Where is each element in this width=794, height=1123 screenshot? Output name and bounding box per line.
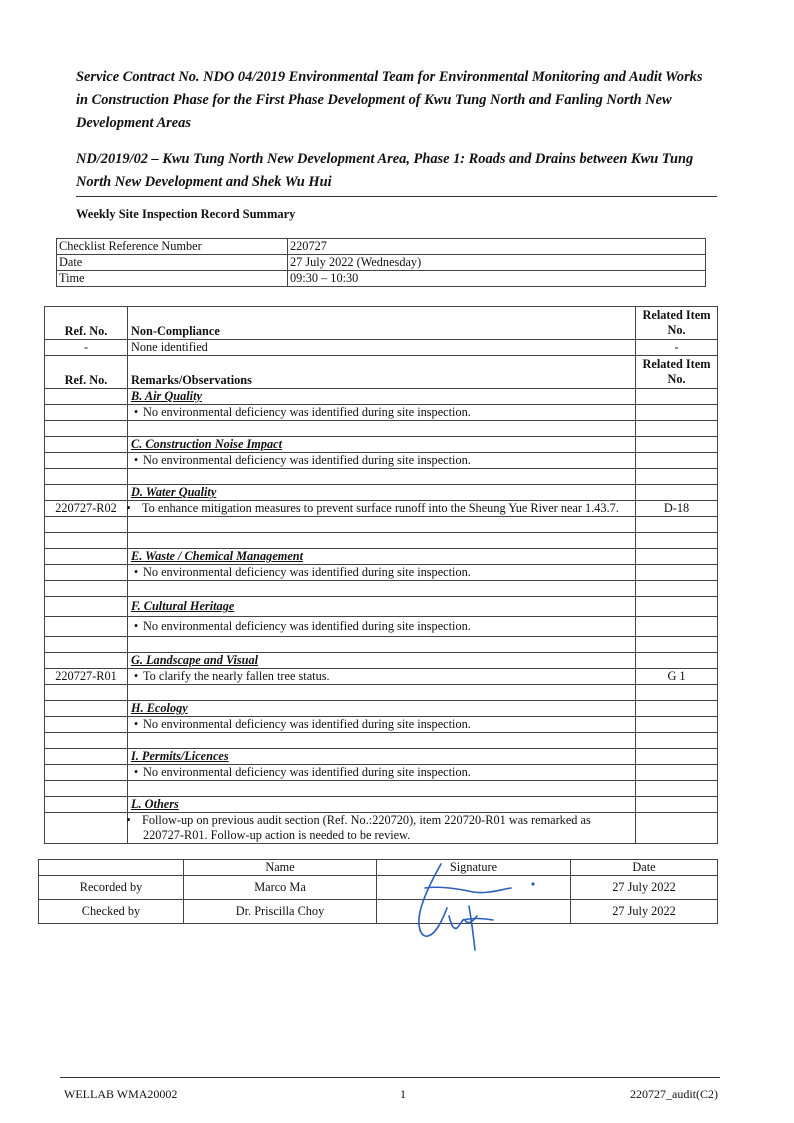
table-row <box>39 876 718 900</box>
table-row <box>45 565 718 581</box>
table-row <box>57 271 706 287</box>
section-landscape: G. Landscape and Visual <box>128 653 636 669</box>
footer-right: 220727_audit(C2) <box>630 1087 718 1101</box>
remarks-item-header: Related Item No. <box>636 356 718 389</box>
landscape-remark: • To clarify the nearly fallen tree status. <box>128 669 636 685</box>
remark-text: • No environmental deficiency was identified during site inspection. <box>128 617 636 637</box>
others-remark: • Follow-up on previous audit section (Ref. No.:220720), item 220720-R01 was remarked as 220727-R01. Follow-up action is needed to be review. <box>128 813 636 844</box>
table-row <box>39 860 718 876</box>
document-subtitle: Weekly Site Inspection Record Summary <box>76 207 296 221</box>
time-value: 09:30 – 10:30 <box>288 271 706 287</box>
table-row <box>45 405 718 421</box>
inspection-table <box>44 306 718 844</box>
remark-text: • No environmental deficiency was identified during site inspection. <box>128 453 636 469</box>
water-item: D-18 <box>636 501 718 517</box>
water-remark: • To enhance mitigation measures to prevent surface runoff into the Sheung Yue River near 1.43.7. <box>128 501 636 517</box>
remark-text: • No environmental deficiency was identified during site inspection. <box>128 565 636 581</box>
date-value: 27 July 2022 (Wednesday) <box>288 255 706 271</box>
remark-text: • No environmental deficiency was identified during site inspection. <box>128 405 636 421</box>
section-water-quality: D. Water Quality <box>128 485 636 501</box>
recorded-by-label: Recorded by <box>39 876 184 900</box>
table-row <box>45 637 718 653</box>
nc-ref: - <box>45 340 128 356</box>
recorded-date: 27 July 2022 <box>571 876 718 900</box>
table-row <box>45 501 718 517</box>
table-row <box>45 733 718 749</box>
table-row <box>45 485 718 501</box>
landscape-item: G 1 <box>636 669 718 685</box>
water-ref: 220727-R02 <box>45 501 128 517</box>
section-waste: E. Waste / Chemical Management <box>128 549 636 565</box>
table-row <box>45 701 718 717</box>
landscape-ref: 220727-R01 <box>45 669 128 685</box>
date-label: Date <box>57 255 288 271</box>
footer-divider <box>60 1077 720 1078</box>
checked-date: 27 July 2022 <box>571 900 718 924</box>
table-row <box>45 389 718 405</box>
table-row <box>45 517 718 533</box>
table-row <box>45 685 718 701</box>
table-row <box>45 307 718 340</box>
header-divider <box>76 196 717 197</box>
table-row <box>45 653 718 669</box>
nc-desc-header: Non-Compliance <box>128 307 636 340</box>
project-title: ND/2019/02 – Kwu Tung North New Development Area, Phase 1: Roads and Drains between Kwu Tung North New Development and Shek Wu Hui <box>76 151 694 190</box>
table-row <box>45 617 718 637</box>
section-cultural-heritage: F. Cultural Heritage <box>128 597 636 617</box>
table-row <box>45 597 718 617</box>
table-row <box>57 239 706 255</box>
table-row <box>45 765 718 781</box>
section-others: L. Others <box>128 797 636 813</box>
remark-text: • No environmental deficiency was identified during site inspection. <box>128 765 636 781</box>
date-header: Date <box>571 860 718 876</box>
time-label: Time <box>57 271 288 287</box>
remarks-desc-header: Remarks/Observations <box>128 356 636 389</box>
checklist-ref-label: Checklist Reference Number <box>57 239 288 255</box>
table-row <box>45 533 718 549</box>
section-noise: C. Construction Noise Impact <box>128 437 636 453</box>
table-row <box>45 781 718 797</box>
recorded-by-name: Marco Ma <box>184 876 377 900</box>
table-row <box>45 469 718 485</box>
table-row <box>45 437 718 453</box>
checklist-table <box>56 238 706 287</box>
page-number: 1 <box>400 1087 406 1101</box>
table-row <box>45 340 718 356</box>
handwritten-signatures <box>395 858 555 958</box>
section-air-quality: B. Air Quality <box>128 389 636 405</box>
nc-ref-header: Ref. No. <box>45 307 128 340</box>
table-row <box>45 813 718 844</box>
nc-item-header: Related Item No. <box>636 307 718 340</box>
section-ecology: H. Ecology <box>128 701 636 717</box>
table-row <box>45 749 718 765</box>
table-row <box>45 421 718 437</box>
table-row <box>45 356 718 389</box>
contract-title: Service Contract No. NDO 04/2019 Environmental Team for Environmental Monitoring and Audit Works in Construction Phase for the First Phase Development of Kwu Tung North and Fanling North New Development Areas <box>76 69 703 131</box>
nc-desc: None identified <box>128 340 636 356</box>
table-row <box>45 717 718 733</box>
table-row <box>45 581 718 597</box>
table-row <box>45 549 718 565</box>
table-row <box>45 797 718 813</box>
table-row <box>57 255 706 271</box>
table-row <box>45 453 718 469</box>
signoff-table <box>38 859 718 924</box>
section-permits: I. Permits/Licences <box>128 749 636 765</box>
footer-left: WELLAB WMA20002 <box>64 1087 178 1101</box>
checked-by-label: Checked by <box>39 900 184 924</box>
name-header: Name <box>184 860 377 876</box>
nc-item: - <box>636 340 718 356</box>
checked-by-name: Dr. Priscilla Choy <box>184 900 377 924</box>
table-row <box>39 900 718 924</box>
remark-text: • No environmental deficiency was identified during site inspection. <box>128 717 636 733</box>
remarks-ref-header: Ref. No. <box>45 356 128 389</box>
checklist-ref-value: 220727 <box>288 239 706 255</box>
signature-header: Signature <box>377 860 571 876</box>
table-row <box>45 669 718 685</box>
